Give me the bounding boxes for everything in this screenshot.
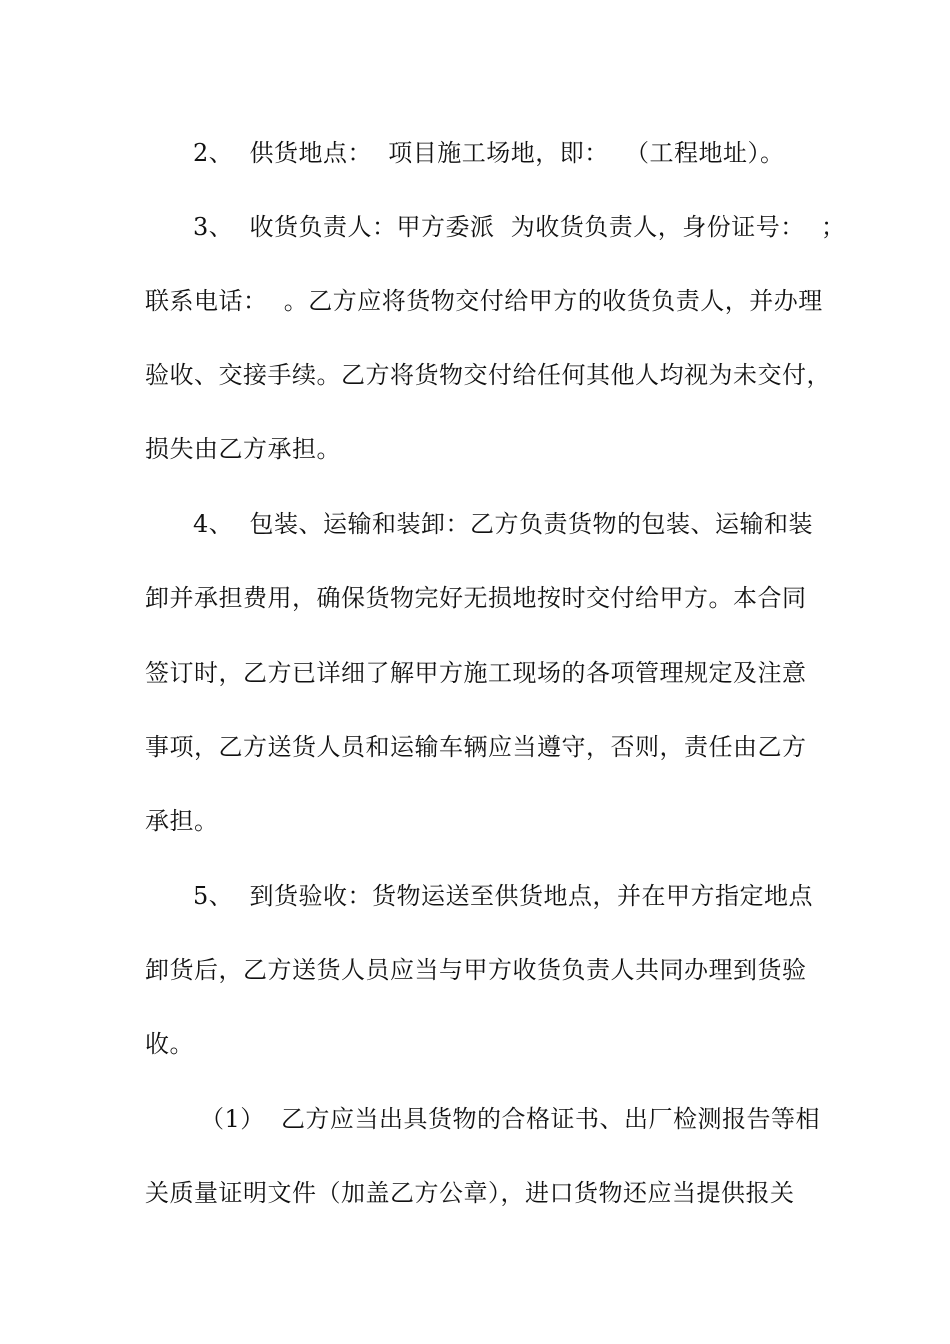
paragraph-2-line-1: 2、 供货地点： 项目施工场地，即： （工程地址）。 xyxy=(193,139,785,167)
paragraph-4-line-3: 签订时，乙方已详细了解甲方施工现场的各项管理规定及注意 xyxy=(145,659,807,687)
item-1-line-1: （1） 乙方应当出具货物的合格证书、出厂检测报告等相 xyxy=(200,1105,821,1133)
paragraph-3-line-1: 3、 收货负责人：甲方委派 为收货负责人，身份证号： ； xyxy=(193,213,846,241)
paragraph-4-line-4: 事项，乙方送货人员和运输车辆应当遵守，否则，责任由乙方 xyxy=(145,733,807,761)
paragraph-5-line-1: 5、 到货验收：货物运送至供货地点，并在甲方指定地点 xyxy=(193,882,814,910)
item-1-line-2: 关质量证明文件（加盖乙方公章），进口货物还应当提供报关 xyxy=(145,1179,795,1207)
paragraph-5-line-2: 卸货后，乙方送货人员应当与甲方收货负责人共同办理到货验 xyxy=(145,956,807,984)
paragraph-5-line-3: 收。 xyxy=(145,1030,194,1058)
paragraph-4-line-1: 4、 包装、运输和装卸：乙方负责货物的包装、运输和装 xyxy=(193,510,814,538)
paragraph-3-line-3: 验收、交接手续。乙方将货物交付给任何其他人均视为未交付， xyxy=(145,361,831,389)
paragraph-3-line-4: 损失由乙方承担。 xyxy=(145,435,341,463)
paragraph-3-line-2: 联系电话： 。乙方应将货物交付给甲方的收货负责人，并办理 xyxy=(145,287,823,315)
paragraph-4-line-5: 承担。 xyxy=(145,807,219,835)
paragraph-4-line-2: 卸并承担费用，确保货物完好无损地按时交付给甲方。本合同 xyxy=(145,584,807,612)
